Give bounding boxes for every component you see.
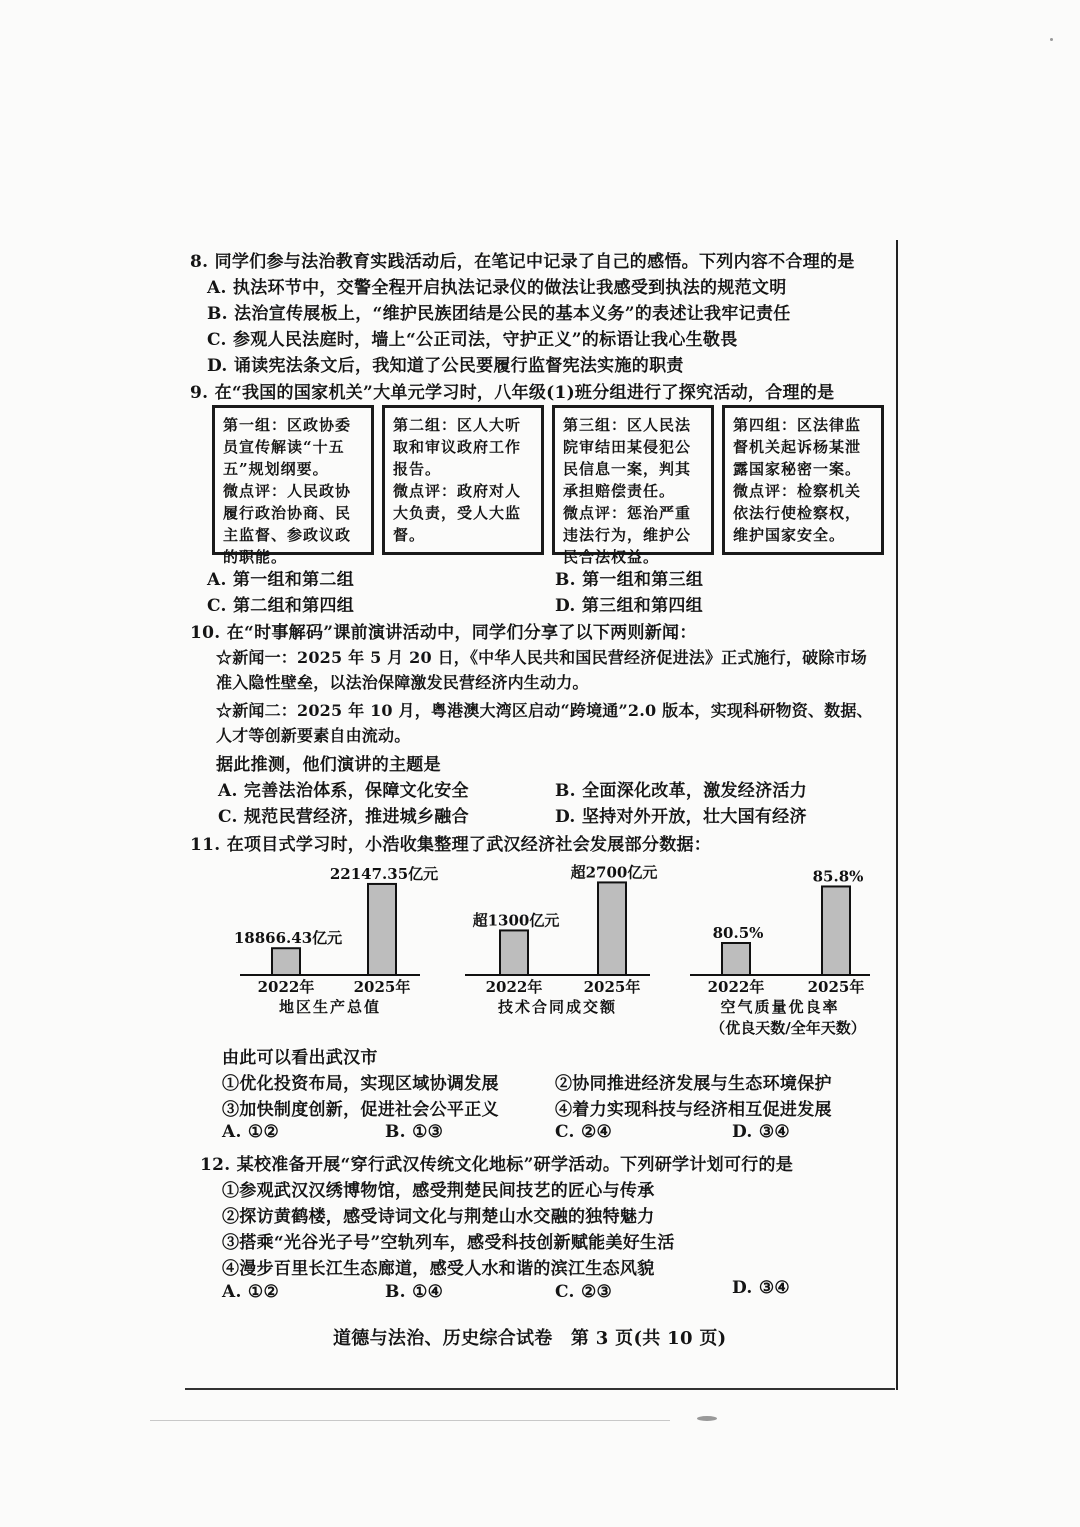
chart-value-label: 超2700亿元 (570, 863, 658, 882)
q12-statement-2: ②探访黄鹤楼，感受诗词文化与荆楚山水交融的独特魅力 (222, 1207, 655, 1227)
box-line: 依法行使检察权， (733, 504, 862, 522)
chart-value-label: 80.5% (712, 924, 764, 942)
q11-statement-1: ①优化投资布局，实现区域协调发展 (222, 1074, 499, 1094)
box-line: 微点评：检察机关 (733, 482, 862, 500)
box-line: 微点评：政府对人 (393, 482, 522, 500)
q9-option-c: C. 第二组和第四组 (207, 596, 355, 616)
box-line: 第三组：区人民法 (563, 416, 692, 434)
box-line: 露国家秘密一案。 (733, 460, 862, 478)
q8-option-b: B. 法治宣传展板上，“维护民族团结是公民的基本义务”的表述让我牢记责任 (207, 304, 791, 324)
q10-news1-line2: 准入隐性壁垒，以法治保障激发民营经济内生动力。 (216, 673, 589, 692)
right-margin-rule (896, 240, 898, 1390)
q9-group4-box (722, 405, 884, 555)
box-line: 五”规划纲要。 (223, 460, 329, 478)
q11-statement-3: ③加快制度创新，促进社会公平正义 (222, 1100, 499, 1120)
q8-stem: 8. 同学们参与法治教育实践活动后，在笔记中记录了自己的感悟。下列内容不合理的是 (190, 252, 855, 272)
box-line: 的职能。 (223, 548, 288, 566)
q11-option-c: C. ②④ (555, 1122, 613, 1142)
q10-option-d: D. 坚持对外开放，壮大国有经济 (555, 807, 807, 827)
q9-group2-box (382, 405, 544, 555)
chart-bar (722, 943, 750, 975)
q9-option-d: D. 第三组和第四组 (555, 596, 703, 616)
q10-option-a: A. 完善法治体系，保障文化安全 (218, 781, 469, 801)
bottom-rule (185, 1388, 895, 1390)
chart-bar (598, 882, 626, 975)
q10-option-b: B. 全面深化改革，激发经济活力 (555, 781, 808, 801)
q10-news1-line1: ☆新闻一：2025 年 5 月 20 日，《中华人民共和国民营经济促进法》正式施行，破除市场 (216, 648, 867, 667)
box-line: 违法行为，维护公 (563, 526, 692, 544)
box-line: 院审结田某侵犯公 (563, 438, 692, 456)
box-line: 维护国家安全。 (733, 526, 846, 544)
chart-title: 技术合同成交额 (497, 998, 618, 1016)
q8-option-d: D. 诵读宪法条文后，我知道了公民要履行监督宪法实施的职责 (207, 356, 684, 376)
chart-tick-label: 2025年 (353, 978, 411, 996)
q10-ask: 据此推测，他们演讲的主题是 (216, 755, 441, 775)
chart-value-label: 85.8% (812, 867, 864, 886)
box-line: 员宣传解读“十五 (223, 438, 345, 456)
box-line: 第一组：区政协委 (223, 416, 352, 434)
box-line: 承担赔偿责任。 (563, 482, 676, 500)
q11-statement-2: ②协同推进经济发展与生态环境保护 (555, 1074, 832, 1094)
q12-statement-4: ④漫步百里长江生态廊道，感受人水和谐的滨江生态风貌 (222, 1259, 655, 1279)
q11-option-a: A. ①② (222, 1122, 280, 1142)
chart-bar (368, 884, 396, 975)
q11-statement-4: ④着力实现科技与经济相互促进发展 (555, 1100, 832, 1120)
chart-value-label: 22147.35亿元 (329, 864, 439, 883)
chart-tick-label: 2022年 (707, 978, 765, 996)
q12-option-c: C. ②③ (555, 1282, 613, 1302)
chart-tick-label: 2025年 (807, 978, 865, 996)
q11-charts (200, 850, 880, 1040)
q9-group3-box (552, 405, 714, 566)
q9-group1-box (212, 405, 374, 566)
chart-subtitle: （优良天数/全年天数） (710, 1019, 866, 1037)
q11-option-d: D. ③④ (732, 1122, 790, 1142)
q10-news2-line1: ☆新闻二：2025 年 10 月，粤港澳大湾区启动“跨境通”2.0 版本，实现科研物资、数据、 (216, 701, 873, 720)
chart-value-label: 18866.43亿元 (233, 929, 343, 948)
chart-title: 空气质量优良率 (720, 998, 840, 1016)
q12-option-b: B. ①④ (385, 1282, 444, 1302)
box-line: 微点评：人民政协 (223, 482, 352, 500)
q12-statement-3: ③搭乘“光谷光子号”空轨列车，感受科技创新赋能美好生活 (222, 1233, 675, 1253)
box-line: 督。 (393, 526, 426, 544)
chart-tick-label: 2022年 (485, 978, 543, 996)
box-line: 报告。 (393, 460, 442, 478)
box-line: 微点评：惩治严重 (563, 504, 692, 522)
box-line: 第四组：区法律监 (733, 416, 862, 434)
q11-stem: 11. 在项目式学习时，小浩收集整理了武汉经济社会发展部分数据： (190, 835, 712, 855)
scan-speck (697, 1416, 717, 1421)
q12-option-d: D. ③④ (732, 1278, 790, 1298)
q12-option-a: A. ①② (222, 1282, 280, 1302)
box-line: 民信息一案，判其 (563, 460, 692, 478)
q12-stem: 12. 某校准备开展“穿行武汉传统文化地标”研学活动。下列研学计划可行的是 (200, 1155, 794, 1175)
q10-news2-line2: 人才等创新要素自由流动。 (216, 726, 411, 745)
q10-stem: 10. 在“时事解码”课前演讲活动中，同学们分享了以下两则新闻： (190, 623, 697, 643)
box-line: 履行政治协商、民 (223, 504, 352, 522)
chart-tick-label: 2025年 (583, 978, 641, 996)
box-line: 取和审议政府工作 (393, 438, 522, 456)
box-line: 民合法权益。 (563, 548, 660, 566)
q9-option-a: A. 第一组和第二组 (207, 570, 355, 590)
q12-statement-1: ①参观武汉汉绣博物馆，感受荆楚民间技艺的匠心与传承 (222, 1181, 655, 1201)
box-line: 主监督、参政议政 (223, 526, 352, 544)
q9-stem: 9. 在“我国的国家机关”大单元学习时，八年级(1)班分组进行了探究活动，合理的是 (190, 383, 835, 403)
q8-option-c: C. 参观人民法庭时，墙上“公正司法，守护正义”的标语让我心生敬畏 (207, 330, 738, 350)
chart-bar (500, 930, 528, 975)
chart-title: 地区生产总值 (278, 998, 382, 1016)
box-line: 大负责，受人大监 (393, 504, 522, 522)
scan-speck (1050, 38, 1053, 41)
chart-value-label: 超1300亿元 (472, 911, 560, 930)
q8-option-a: A. 执法环节中，交警全程开启执法记录仪的做法让我感受到执法的规范文明 (207, 278, 787, 298)
chart-bar (272, 948, 300, 975)
box-line: 督机关起诉杨某泄 (733, 438, 862, 456)
q11-option-b: B. ①③ (385, 1122, 444, 1142)
chart-tick-label: 2022年 (257, 978, 315, 996)
box-line: 第二组：区人大听 (393, 416, 522, 434)
q9-option-b: B. 第一组和第三组 (555, 570, 704, 590)
q11-conclusion: 由此可以看出武汉市 (222, 1048, 378, 1068)
page-footer: 道德与法治、历史综合试卷 第 3 页(共 10 页) (333, 1328, 727, 1349)
chart-bar (822, 886, 850, 975)
scan-edge-line (150, 1420, 670, 1421)
q10-option-c: C. 规范民营经济，推进城乡融合 (218, 807, 469, 827)
